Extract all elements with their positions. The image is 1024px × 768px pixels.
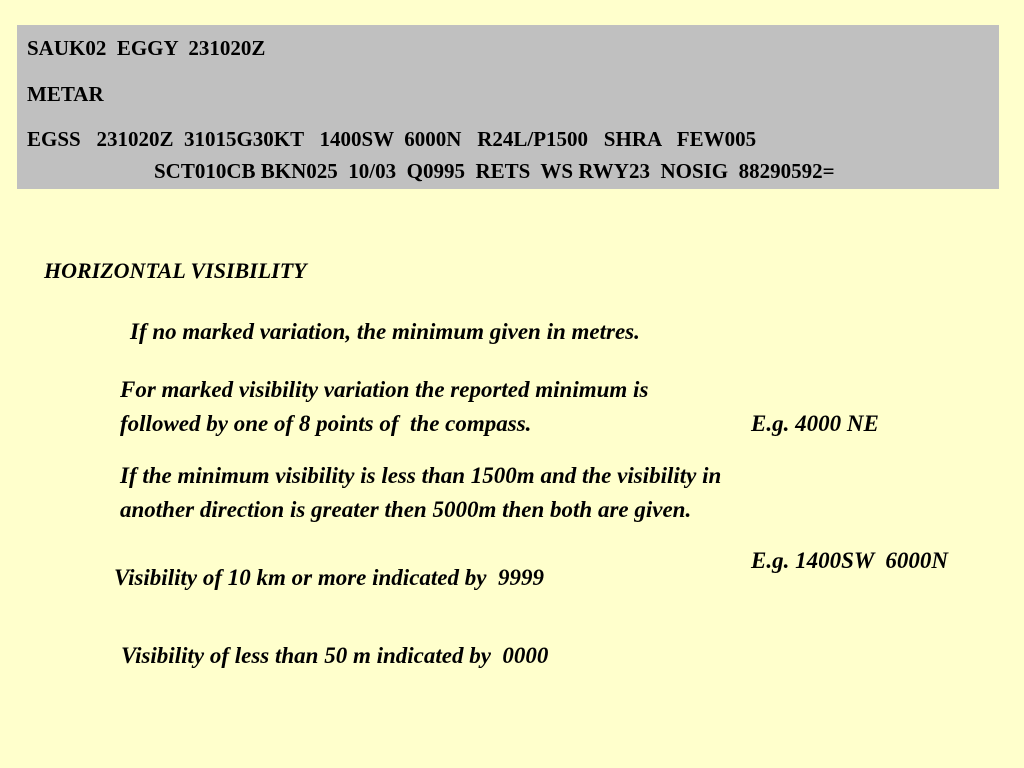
note-marked-variation-line2: followed by one of 8 points of the compass. bbox=[120, 411, 532, 436]
metar-header: SAUK02 EGGY 231020Z bbox=[27, 36, 266, 60]
note-min-less-line1: If the minimum visibility is less than 1500m and the visibility in bbox=[120, 463, 722, 488]
note-min-less-line2: another direction is greater then 5000m then both are given. bbox=[120, 497, 692, 522]
metar-report-box bbox=[17, 25, 999, 189]
metar-type: METAR bbox=[27, 82, 104, 106]
metar-report-line2: SCT010CB BKN025 10/03 Q0995 RETS WS RWY23 NOSIG 88290592= bbox=[154, 159, 835, 183]
metar-report-line1: EGSS 231020Z 31015G30KT 1400SW 6000N R24L/P1500 SHRA FEW005 bbox=[27, 127, 757, 151]
note-marked-variation-line1: For marked visibility variation the reported minimum is bbox=[120, 377, 649, 402]
section-title: HORIZONTAL VISIBILITY bbox=[44, 258, 307, 283]
note-ten-km: Visibility of 10 km or more indicated by 9999 bbox=[114, 565, 544, 590]
note-less-50m: Visibility of less than 50 m indicated by 0000 bbox=[121, 643, 549, 668]
example-marked-variation: E.g. 4000 NE bbox=[751, 411, 879, 436]
example-min-less: E.g. 1400SW 6000N bbox=[751, 548, 949, 573]
note-no-variation: If no marked variation, the minimum given in metres. bbox=[130, 319, 640, 344]
